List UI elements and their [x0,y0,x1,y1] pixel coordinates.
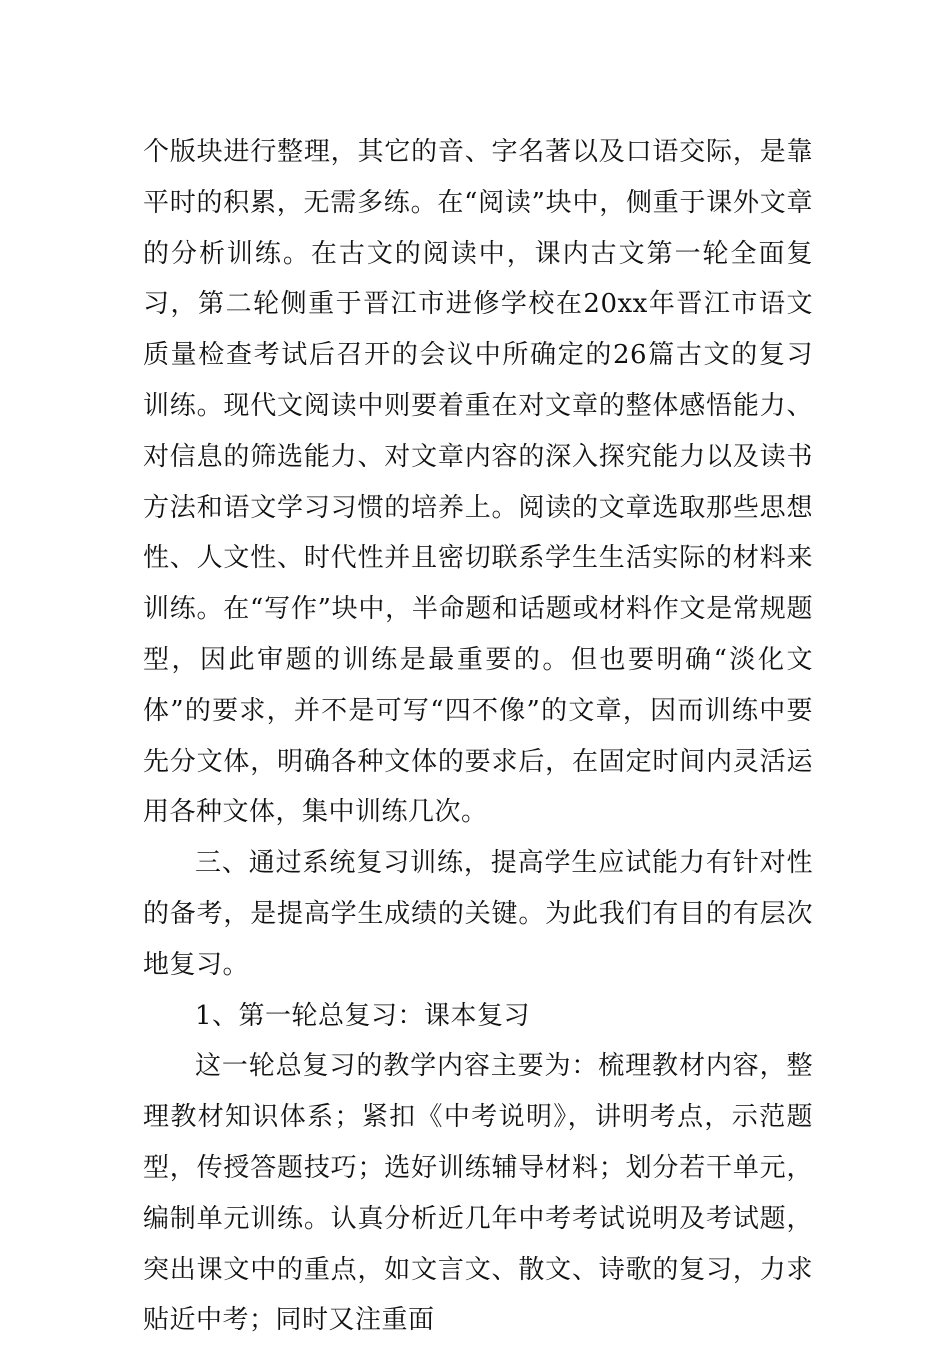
paragraph-section-three: 三、通过系统复习训练，提高学生应试能力有针对性的备考，是提高学生成绩的关键。为此我们有目的有层次地复习。 [143,848,813,980]
paragraph-first-round-content: 这一轮总复习的教学内容主要为：梳理教材内容，整理教材知识体系；紧扣《中考说明》，讲明考点，示范题型，传授答题技巧；选好训练辅导材料；划分若干单元，编制单元训练。认真分析近几年中考考试说明及考试题，突出课文中的重点，如文言文、散文、诗歌的复习，力求贴近中考；同时又注重面 [143,1051,813,1336]
paragraph-continuation: 个版块进行整理，其它的音、字名著以及口语交际，是靠平时的积累，无需多练。在“阅读”块中，侧重于课外文章的分析训练。在古文的阅读中，课内古文第一轮全面复习，第二轮侧重于晋江市进修学校在20xx年晋江市语文质量检查考试后召开的会议中所确定的26篇古文的复习训练。现代文阅读中则要着重在对文章的整体感悟能力、对信息的筛选能力、对文章内容的深入探究能力以及读书方法和语文学习习惯的培养上。阅读的文章选取那些思想性、人文性、时代性并且密切联系学生生活实际的材料来训练。在“写作”块中，半命题和话题或材料作文是常规题型，因此审题的训练是最重要的。但也要明确“淡化文体”的要求，并不是可写“四不像”的文章，因而训练中要先分文体，明确各种文体的要求后，在固定时间内灵活运用各种文体，集中训练几次。 [143,137,813,828]
document-body [143,127,813,1346]
paragraph-first-round-heading: 1、第一轮总复习：课本复习 [195,1000,531,1031]
